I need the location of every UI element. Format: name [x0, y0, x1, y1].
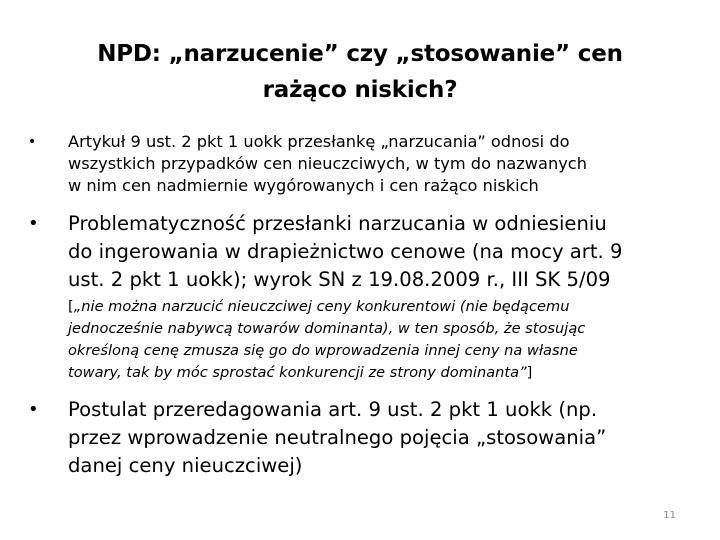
bullet-1-line-3: w nim cen nadmiernie wygórowanych i cen rażąco niskich — [68, 176, 539, 195]
bullet-2-line-1: Problematyczność przesłanki narzucania w odniesieniu — [68, 212, 607, 235]
quote-open-bracket: [ — [68, 298, 74, 315]
bullet-2-line-2: do ingerowania w drapieżnictwo cenowe (na mocy art. 9 — [68, 240, 623, 263]
quote-line-1 — [68, 296, 698, 318]
slide-title-line-1: NPD: „narzucenie” czy „stosowanie” cen — [97, 41, 623, 67]
page-number: 11 — [663, 510, 676, 521]
bullet-3-line-3: danej ceny nieuczciwej) — [68, 454, 303, 477]
quote-line-4 — [68, 362, 698, 384]
bullet-1-line-1: Artykuł 9 ust. 2 pkt 1 uokk przesłankę „narzucania” odnosi do — [68, 132, 570, 151]
bullet-3-line-2: przez wprowadzenie neutralnego pojęcia „stosowania” — [68, 426, 607, 449]
bullet-3-line-1: Postulat przeredagowania art. 9 ust. 2 pkt 1 uokk (np. — [68, 398, 598, 421]
slide-title — [40, 36, 680, 108]
court-quote-note — [68, 296, 698, 384]
quote-line-1-text: „nie można narzucić nieuczciwej ceny konkurentowi (nie będącemu — [73, 298, 570, 315]
bullet-dot-icon: • — [28, 134, 37, 150]
quote-close-bracket: ] — [526, 364, 533, 381]
bullet-text-2 — [68, 210, 688, 294]
bullet-dot-icon: • — [28, 399, 39, 420]
bullet-2-line-3: ust. 2 pkt 1 uokk); wyrok SN z 19.08.2009 r., III SK 5/09 — [68, 268, 611, 291]
slide-title-line-2: rażąco niskich? — [262, 77, 458, 103]
quote-line-4-text: towary, tak by móc sprostać konkurencji ze strony dominanta” — [68, 364, 527, 381]
quote-line-3: określoną cenę zmusza się go do wprowadzenia innej ceny na własne — [68, 342, 578, 359]
quote-line-2: jednocześnie nabywcą towarów dominanta), w ten sposób, że stosując — [68, 320, 586, 337]
bullet-text-3 — [68, 396, 688, 480]
bullet-1-line-2: wszystkich przypadków cen nieuczciwych, w tym do nazwanych — [68, 154, 587, 173]
bullet-dot-icon: • — [28, 213, 39, 234]
bullet-text-1 — [68, 131, 688, 197]
